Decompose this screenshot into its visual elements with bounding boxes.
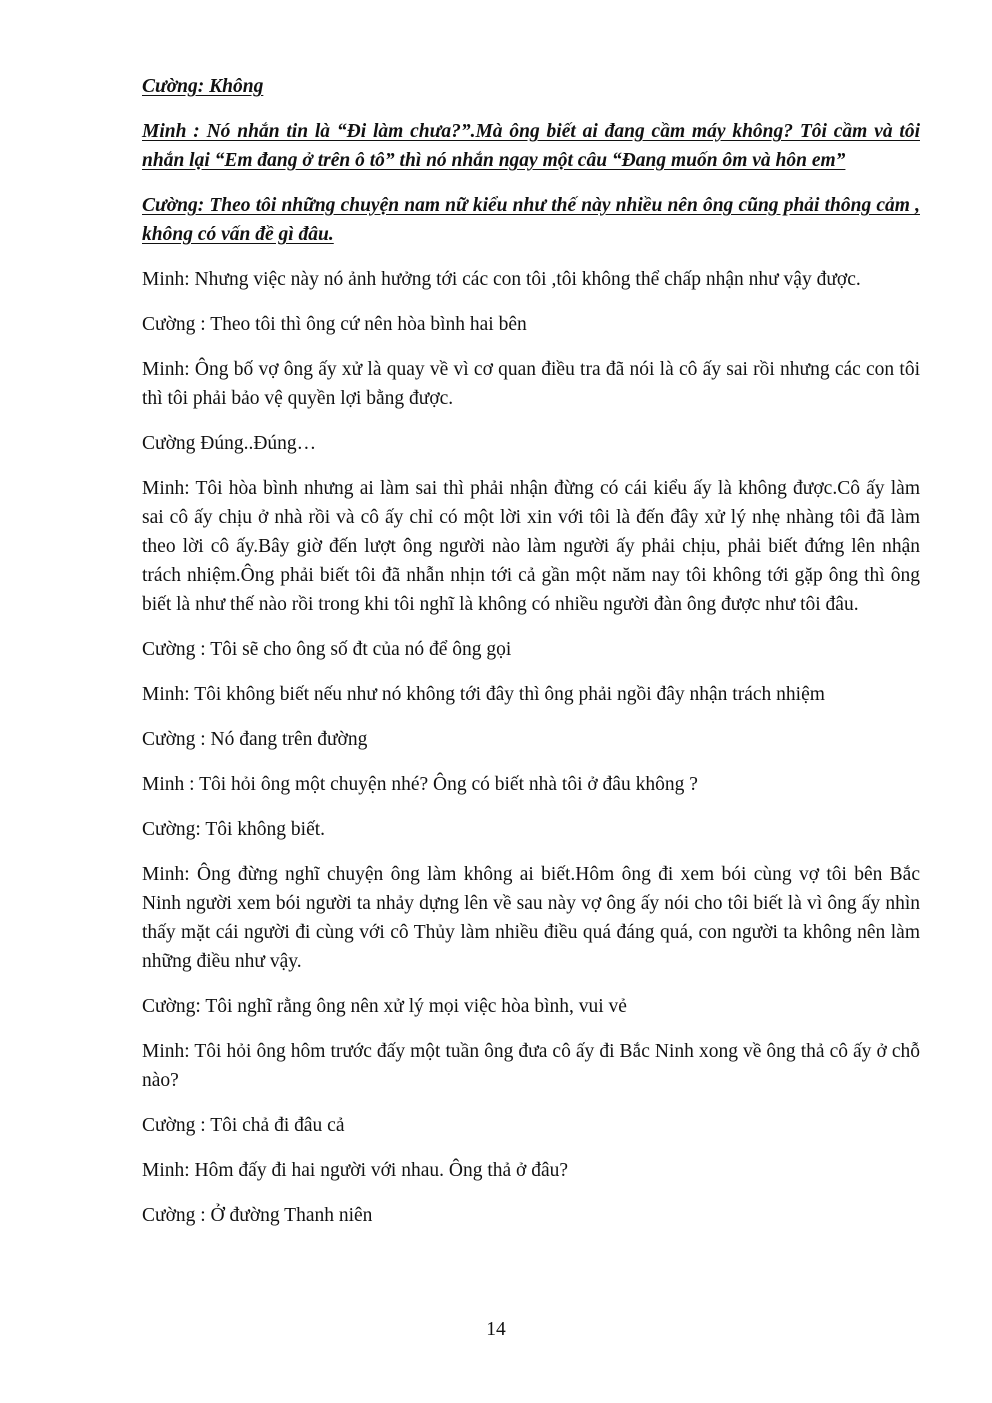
dialogue-paragraph: Minh: Ông bố vợ ông ấy xử là quay về vì cơ quan điều tra đã nói là cô ấy sai rồi nhưng các con tôi thì tôi phải bảo vệ quyền lợi bằng được. xyxy=(142,359,920,409)
dialogue-paragraph: Cường : Tôi chả đi đâu cả xyxy=(142,1115,345,1136)
dialogue-paragraph: Cường: Theo tôi những chuyện nam nữ kiểu như thế này nhiều nên ông cũng phải thông cảm , không có vấn đề gì đâu. xyxy=(142,195,920,245)
dialogue-paragraph: Cường: Không xyxy=(142,76,264,97)
dialogue-paragraph: Minh: Nhưng việc này nó ảnh hưởng tới các con tôi ,tôi không thể chấp nhận như vậy được. xyxy=(142,269,861,290)
dialogue-paragraph: Minh: Tôi không biết nếu như nó không tới đây thì ông phải ngồi đây nhận trách nhiệm xyxy=(142,684,825,705)
dialogue-paragraph: Minh: Tôi hòa bình nhưng ai làm sai thì phải nhận đừng có cái kiểu ấy là không được.Cô ấy làm sai cô ấy chịu ở nhà rồi và cô ấy chỉ có một lời xin với tôi là đến đây xử lý nhẹ nhàng tôi đã làm theo lời cô ấy.Bây giờ đến lượt ông người nào làm người ấy phải chịu, phải biết đứng lên nhận trách nhiệm.Ông phải biết tôi đã nhẫn nhịn tới cả gần một năm nay tôi không tới gặp ông thì ông biết là như thế nào rồi trong khi tôi nghĩ là không có nhiều người đàn ông được như tôi đâu. xyxy=(142,478,920,615)
page-number: 14 xyxy=(486,1319,506,1340)
dialogue-paragraph: Cường Đúng..Đúng… xyxy=(142,433,317,454)
dialogue-paragraph: Minh: Tôi hỏi ông hôm trước đấy một tuần ông đưa cô ấy đi Bắc Ninh xong về ông thả cô ấy ở chỗ nào? xyxy=(142,1041,920,1091)
dialogue-paragraph: Cường : Ở đường Thanh niên xyxy=(142,1205,373,1226)
dialogue-paragraph: Minh : Nó nhắn tin là “Đi làm chưa?”.Mà ông biết ai đang cầm máy không? Tôi cầm và tôi nhắn lại “Em đang ở trên ô tô” thì nó nhắn ngay một câu “Đang muốn ôm và hôn em” xyxy=(142,121,920,171)
dialogue-paragraph: Minh: Ông đừng nghĩ chuyện ông làm không ai biết.Hôm ông đi xem bói cùng vợ tôi bên Bắc Ninh người xem bói người ta nhảy dựng lên về sau này vợ ông ấy nói cho tôi biết là vì ông ấy nhìn thấy mặt cái người đi cùng với cô Thủy làm nhiều điều quá đáng quá, con người ta không nên làm những điều như vậy. xyxy=(142,864,920,972)
document-page xyxy=(142,72,920,1246)
dialogue-paragraph: Minh: Hôm đấy đi hai người với nhau. Ông thả ở đâu? xyxy=(142,1160,569,1181)
dialogue-paragraph: Cường : Theo tôi thì ông cứ nên hòa bình hai bên xyxy=(142,314,527,335)
dialogue-paragraph: Cường : Nó đang trên đường xyxy=(142,729,368,750)
dialogue-paragraph: Cường : Tôi sẽ cho ông số đt của nó để ông gọi xyxy=(142,639,512,660)
dialogue-paragraph: Minh : Tôi hỏi ông một chuyện nhé? Ông có biết nhà tôi ở đâu không ? xyxy=(142,774,698,795)
dialogue-paragraph: Cường: Tôi nghĩ rằng ông nên xử lý mọi việc hòa bình, vui vẻ xyxy=(142,996,627,1017)
dialogue-paragraph: Cường: Tôi không biết. xyxy=(142,819,326,840)
